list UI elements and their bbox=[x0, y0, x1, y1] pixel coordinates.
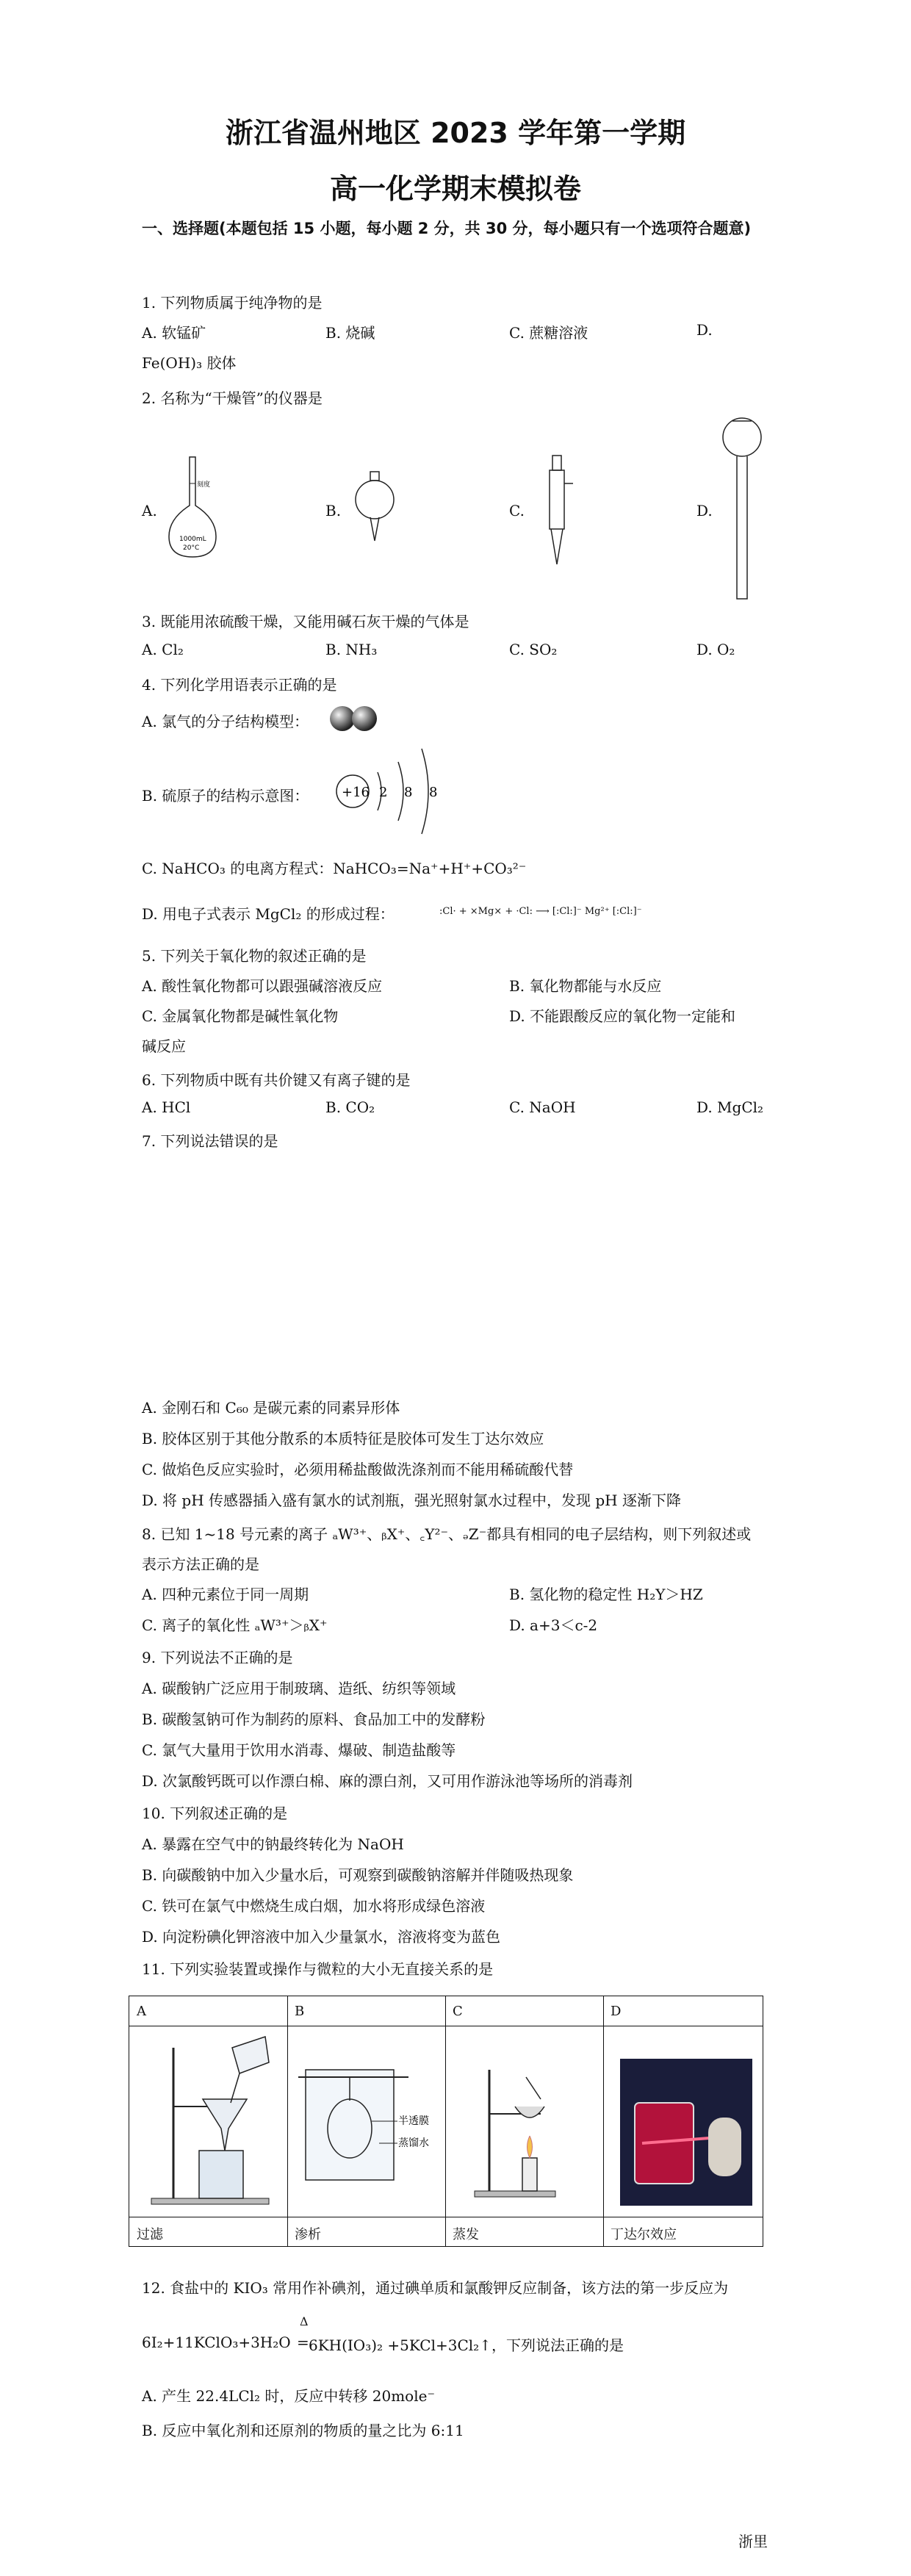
q11-stem: 11. 下列实验装置或操作与微粒的大小无直接关系的是 bbox=[142, 1960, 494, 1978]
q10-option-a: A. 暴露在空气中的钠最终转化为 NaOH bbox=[142, 1835, 404, 1853]
q10-stem: 10. 下列叙述正确的是 bbox=[142, 1805, 288, 1822]
q11-caption-c: 蒸发 bbox=[453, 2227, 479, 2242]
q6-stem: 6. 下列物质中既有共价键又有离子键的是 bbox=[142, 1071, 411, 1089]
volumetric-flask-figure bbox=[163, 454, 222, 564]
q3-option-b: B. NH₃ bbox=[325, 641, 378, 658]
q3-option-d: D. O₂ bbox=[696, 641, 735, 658]
q8-option-d: D. a+3＜c-2 bbox=[509, 1616, 598, 1634]
q12-option-a: A. 产生 22.4LCl₂ 时，反应中转移 20mole⁻ bbox=[142, 2387, 436, 2405]
q9-option-b: B. 碳酸氢钠可作为制药的原料、食品加工中的发酵粉 bbox=[142, 1710, 486, 1728]
atom-nucleus-label: +16 bbox=[342, 785, 370, 800]
page-footer: 浙里 bbox=[738, 2533, 768, 2550]
q12-equation-rhs: 6KH(IO₃)₂ +5KCl+3Cl₂↑，下列说法正确的是 bbox=[309, 2336, 624, 2354]
q11-header-a: A bbox=[137, 2004, 146, 2019]
q12-equation-lhs: 6I₂+11KClO₃+3H₂O bbox=[142, 2334, 291, 2351]
bulb-funnel-figure bbox=[345, 470, 404, 544]
q6-option-d: D. MgCl₂ bbox=[696, 1098, 764, 1116]
dialysis-water-label: 蒸馏水 bbox=[398, 2137, 429, 2149]
q5-option-a: A. 酸性氧化物都可以跟强碱溶液反应 bbox=[142, 977, 383, 995]
drying-tube-figure bbox=[716, 415, 768, 602]
q10-option-b: B. 向碳酸钠中加入少量水后，可观察到碳酸钠溶解并伴随吸热现象 bbox=[142, 1866, 574, 1884]
q8-stem: 8. 已知 1~18 号元素的离子 ₐW³⁺、ᵦX⁺、꜀Y²⁻、ₔZ⁻都具有相同的电子层结构，则下列叙述或 bbox=[142, 1525, 752, 1543]
q4-option-d: D. 用电子式表示 MgCl₂ 的形成过程： bbox=[142, 905, 395, 923]
q9-option-d: D. 次氯酸钙既可以作漂白棉、麻的漂白剂，又可用作游泳池等场所的消毒剂 bbox=[142, 1772, 633, 1790]
q2-option-b: B. bbox=[325, 502, 342, 519]
q1-option-c: C. 蔗糖溶液 bbox=[509, 324, 588, 342]
q4-option-b: B. 硫原子的结构示意图： bbox=[142, 787, 309, 805]
q5-option-b: B. 氧化物都能与水反应 bbox=[509, 977, 662, 995]
atom-shell-1: 2 bbox=[379, 785, 388, 800]
q1-option-b: B. 烧碱 bbox=[325, 324, 375, 342]
q7-stem: 7. 下列说法错误的是 bbox=[142, 1132, 278, 1150]
condenser-figure bbox=[535, 454, 579, 572]
q1-option-a: A. 软锰矿 bbox=[142, 324, 206, 342]
q1-option-d-cont: Fe(OH)₃ 胶体 bbox=[142, 354, 237, 372]
q11-header-d: D bbox=[611, 2004, 622, 2019]
q11-header-c: C bbox=[453, 2004, 463, 2019]
q5-option-d-cont: 碱反应 bbox=[142, 1037, 186, 1055]
q7-option-a: A. 金刚石和 C₆₀ 是碳元素的同素异形体 bbox=[142, 1399, 400, 1417]
q12-option-b: B. 反应中氧化剂和还原剂的物质的量之比为 6:11 bbox=[142, 2422, 464, 2439]
q6-option-b: B. CO₂ bbox=[325, 1098, 375, 1116]
dialysis-membrane-label: 半透膜 bbox=[398, 2115, 429, 2127]
q5-stem: 5. 下列关于氧化物的叙述正确的是 bbox=[142, 947, 367, 965]
q6-option-a: A. HCl bbox=[142, 1098, 191, 1116]
q9-stem: 9. 下列说法不正确的是 bbox=[142, 1649, 293, 1666]
q7-option-c: C. 做焰色反应实验时，必须用稀盐酸做洗涤剂而不能用稀硫酸代替 bbox=[142, 1461, 574, 1478]
q8-option-b: B. 氢化物的稳定性 H₂Y＞HZ bbox=[509, 1586, 703, 1603]
exam-title-line2: 高一化学期末模拟卷 bbox=[329, 173, 581, 205]
q8-stem-cont: 表示方法正确的是 bbox=[142, 1555, 259, 1573]
sulfur-atom-diagram-figure bbox=[331, 746, 455, 841]
q8-option-a: A. 四种元素位于同一周期 bbox=[142, 1586, 309, 1603]
flask-scale-label: 刻度 bbox=[197, 481, 211, 489]
section-heading: 一、选择题(本题包括 15 小题，每小题 2 分，共 30 分，每小题只有一个选项符合题意) bbox=[142, 220, 752, 237]
atom-shell-2: 8 bbox=[404, 785, 413, 800]
q11-caption-b: 渗析 bbox=[295, 2227, 321, 2242]
q7-option-b: B. 胶体区别于其他分散系的本质特征是胶体可发生丁达尔效应 bbox=[142, 1430, 544, 1447]
q4-option-d-formula: :Cl· + ×Mg× + ·Cl: ⟶ [:Cl:]⁻ Mg²⁺ [:Cl:]⁻ bbox=[439, 906, 642, 917]
q11-caption-a: 过滤 bbox=[137, 2227, 163, 2242]
tyndall-effect-figure bbox=[620, 2059, 752, 2206]
atom-shell-3: 8 bbox=[429, 785, 438, 800]
q3-option-c: C. SO₂ bbox=[509, 641, 558, 658]
chlorine-molecule-model-figure bbox=[325, 704, 384, 733]
q10-option-c: C. 铁可在氯气中燃烧生成白烟，加水将形成绿色溶液 bbox=[142, 1897, 486, 1915]
flask-temp-label: 20°C bbox=[183, 544, 200, 552]
q2-stem: 2. 名称为“干燥管”的仪器是 bbox=[142, 389, 323, 407]
filtration-apparatus-figure bbox=[144, 2033, 276, 2209]
q2-option-a: A. bbox=[142, 502, 157, 519]
q2-option-d: D. bbox=[696, 502, 713, 519]
q8-option-c: C. 离子的氧化性 ₐW³⁺＞ᵦX⁺ bbox=[142, 1616, 328, 1634]
q4-stem: 4. 下列化学用语表示正确的是 bbox=[142, 676, 337, 694]
q9-option-a: A. 碳酸钠广泛应用于制玻璃、造纸、纺织等领域 bbox=[142, 1680, 456, 1697]
q12-heat-symbol: Δ bbox=[300, 2314, 309, 2328]
q1-stem: 1. 下列物质属于纯净物的是 bbox=[142, 294, 323, 312]
q12-stem: 12. 食盐中的 KIO₃ 常用作补碘剂，通过碘单质和氯酸钾反应制备，该方法的第一步反应为 bbox=[142, 2279, 729, 2297]
evaporation-apparatus-figure bbox=[460, 2062, 592, 2202]
q3-option-a: A. Cl₂ bbox=[142, 641, 184, 658]
q2-option-c: C. bbox=[509, 502, 525, 519]
q5-option-c: C. 金属氧化物都是碱性氧化物 bbox=[142, 1007, 339, 1025]
q6-option-c: C. NaOH bbox=[509, 1098, 576, 1116]
q4-option-c: C. NaHCO₃ 的电离方程式：NaHCO₃=Na⁺+H⁺+CO₃²⁻ bbox=[142, 860, 527, 877]
q1-option-d: D. bbox=[696, 321, 713, 339]
q9-option-c: C. 氯气大量用于饮用水消毒、爆破、制造盐酸等 bbox=[142, 1741, 456, 1759]
q11-caption-d: 丁达尔效应 bbox=[611, 2227, 677, 2242]
q3-stem: 3. 既能用浓硫酸干燥，又能用碱石灰干燥的气体是 bbox=[142, 613, 469, 630]
q7-option-d: D. 将 pH 传感器插入盛有氯水的试剂瓶，强光照射氯水过程中，发现 pH 逐渐下降 bbox=[142, 1492, 681, 1509]
q5-option-d: D. 不能跟酸反应的氧化物一定能和 bbox=[509, 1007, 736, 1025]
flask-volume-label: 1000mL bbox=[179, 536, 206, 543]
q10-option-d: D. 向淀粉碘化钾溶液中加入少量氯水，溶液将变为蓝色 bbox=[142, 1928, 501, 1946]
q11-header-b: B bbox=[295, 2004, 305, 2019]
q4-option-a: A. 氯气的分子结构模型： bbox=[142, 713, 309, 730]
exam-page: 浙江省温州地区 2023 学年第一学期 高一化学期末模拟卷 一、选择题(本题包括 15 小题，每小题 2 分，共 30 分，每小题只有一个选项符合题意) 1. 下列物质属于纯净物的是 A. 软锰矿 B. 烧碱 C. 蔗糖溶液 D. Fe(OH)₃ 胶体 2. 名称为“干燥管”的仪器是 A. B. C. D. 刻度 1000mL 20°C 3. 既能用浓硫酸干燥，又能用碱石灰干燥的气体是 A. Cl₂ B. NH₃ C. SO₂ D. O₂ 4. 下列化学用语表示正确的是 A. 氯气的分子结构模型： B. 硫原子的结构示意图： +16 2 8 8 C. NaHCO₃ 的电离方程式：NaHCO₃=Na⁺+H⁺+CO₃²⁻ D. 用电子式表示 MgCl₂ 的形成过程： :Cl· + ×Mg× + ·Cl: ⟶ [:Cl:]⁻ Mg²⁺ [:Cl:]⁻ 5. 下列关于氧化物的叙述正确的是 A. 酸性氧化物都可以跟强碱溶液反应 B. 氧化物都能与水反应 C. 金属氧化物都是碱性氧化物 D. 不能跟酸反应的氧化物一定能和 碱反应 6. 下列物质中既有共价键又有离子键的是 A. HCl B. CO₂ C. NaOH D. MgCl₂ 7. 下列说法错误的是 A. 金刚石和 C₆₀ 是碳元素的同素异形体 B. 胶体区别于其他分散系的本质特征是胶体可发生丁达尔效应 C. 做焰色反应实验时，必须用稀盐酸做洗涤剂而不能用稀硫酸代替 D. 将 pH 传感器插入盛有氯水的试剂瓶，强光照射氯水过程中，发现 pH 逐渐下降 8. 已知 1~18 号元素的离子 ₐW³⁺、ᵦX⁺、꜀Y²⁻、ₔZ⁻都具有相同的电子层结构，则下列叙述或 表示方法正确的是 A. 四种元素位于同一周期 B. 氢化物的稳定性 H₂Y＞HZ C. 离子的氧化性 ₐW³⁺＞ᵦX⁺ D. a+3＜c-2 9. 下列说法不正确的是 A. 碳酸钠广泛应用于制玻璃、造纸、纺织等领域 B. 碳酸氢钠可作为制药的原料、食品加工中的发酵粉 C. 氯气大量用于饮用水消毒、爆破、制造盐酸等 D. 次氯酸钙既可以作漂白棉、麻的漂白剂，又可用作游泳池等场所的消毒剂 10. 下列叙述正确的是 A. 暴露在空气中的钠最终转化为 NaOH B. 向碳酸钠中加入少量水后，可观察到碳酸钠溶解并伴随吸热现象 C. 铁可在氯气中燃烧生成白烟，加水将形成绿色溶液 D. 向淀粉碘化钾溶液中加入少量氯水，溶液将变为蓝色 11. 下列实验装置或操作与微粒的大小无直接关系的是 A B C D 半透膜 蒸馏水 过滤 渗析 蒸发 丁达尔效应 12. 食盐中的 KIO₃ 常用作补碘剂，通过碘单质和氯酸钾反应制备，该方法的第一步反应为 6I₂+11KClO₃+3H₂O Δ = 6KH(IO₃)₂ +5KCl+3Cl₂↑，下列说法正确的是 A. 产生 22.4LCl₂ 时，反应中转移 20mole⁻ B. 反应中氧化剂和还原剂的物质的量之比为 6:11 浙里 bbox=[0, 0, 911, 2576]
exam-title-line1: 浙江省温州地区 2023 学年第一学期 bbox=[225, 117, 686, 149]
dialysis-apparatus-figure bbox=[298, 2048, 438, 2195]
q11-table bbox=[129, 1996, 763, 2247]
